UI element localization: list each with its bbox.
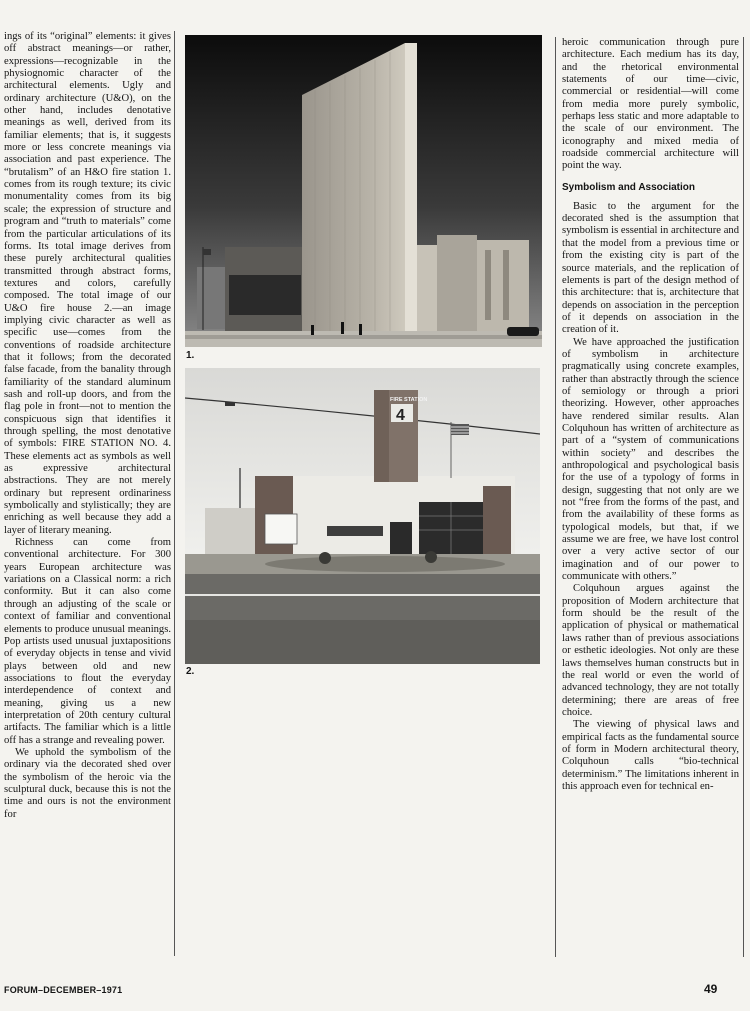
right-paragraph-4: Colquhoun argues against the proposition of Modern architecture that form should be the result of the application of physical or mathematical laws rather than of previous associations or esthetic ideologies. Not only are these laws themselves human constructs but in the real world or even the world of advanced technology, they are not totally determining; there are areas of free choice. bbox=[562, 583, 739, 718]
page-number: 49 bbox=[704, 982, 718, 996]
left-text-column bbox=[4, 31, 175, 956]
sign-fire-station-text: FIRE STATION bbox=[390, 397, 428, 403]
photo-brutalist-fire-station bbox=[185, 35, 542, 347]
left-paragraph-1: ings of its “original” elements: it gives off abstract meanings—or rather, expressions—recognizable in the physiognomic character of the architectural elements. Ugly and ordinary architecture (U&O), on the other hand, includes denotative meanings as well, derived from its familiar elements; that is, it suggests more or less concrete meanings via association and past experience. The “brutalism” of an H&O fire station 1. comes from its rough texture; its civic monumentality comes from its big scale; the expression of structure and program and “truth to materials” come from the particular articulations of its forms. Its total image derives from these purely architectural qualities transmitted through abstract forms, textures and colors, carefully composed. The total image of our U&O fire house 2.—an image implying civic character as well as specific use—comes from the conventions of roadside architecture that it follows; from the decorated false facade, from the banality through familiarity of the standard aluminum sash and roll-up doors, and from the flag pole in front—not to mention the conspicuous sign that identifies it through spelling, the most denotative of symbols: FIRE STATION NO. 4. These elements act as symbols as well as expressive architectural abstractions. They are not merely ordinary but represent ordinariness symbolically and stylistically; they are enriching as well because they add a layer of literary meaning. bbox=[4, 31, 171, 536]
photo2-caption: 2. bbox=[186, 666, 195, 677]
footer-issue-label: FORUM–DECEMBER–1971 bbox=[4, 985, 123, 995]
section-heading: Symbolism and Association bbox=[562, 181, 695, 193]
right-text-column bbox=[555, 37, 744, 957]
left-paragraph-2: Richness can come from conventional architecture. For 300 years European architecture was variations on a Classical norm: a rich conformity. But it can also come through an adjusting of the scale or context of familiar and conventional elements to produce unusual meanings. Pop artists used unusual juxtapositions of everyday objects in tense and vivid plays between old and new associations to flout the everyday interdependence of context and meaning, giving us a new interpretation of 20th century cultural artifacts. The familiar which is a little off has a strange and revealing power. bbox=[4, 537, 171, 746]
right-paragraph-5: The viewing of physical laws and empirical facts as the fundamental source of form in Modern architectural theory, Colquhoun calls “bio-technical determinism.” The limitations inherent in this approach even for technical en- bbox=[562, 719, 739, 792]
right-paragraph-2: Basic to the argument for the decorated shed is the assumption that symbolism is essential in architecture and that the model from a previous time or from the existing city is part of the source materials, and the replication of elements is part of the design method of this architecture: that is, architecture that depends on association in the perception of it depends on association in the creation of it. bbox=[562, 200, 739, 336]
sign-station-number: 4 bbox=[396, 407, 405, 424]
right-paragraph-1: heroic communication through pure architecture. Each medium has its day, and the rhetorical environmental statements of our time—civic, commercial or residential—will come from media more purely symbolic, perhaps less static and more adaptable to the scale of our environment. The iconography and mixed media of roadside commercial architecture will point the way. bbox=[562, 37, 739, 172]
left-paragraph-3: We uphold the symbolism of the ordinary via the decorated shed over the symbolism of the heroic via the sculptural duck, because this is not the time and ours is not the environment for bbox=[4, 746, 171, 820]
photo-ordinary-fire-station bbox=[185, 368, 540, 664]
right-paragraph-3: We have approached the justification of symbolism in architecture pragmatically using concrete examples, rather than abstractly through the science of semiology or through a priori theorizing. However, other approaches have rendered similar results. Alan Colquhoun has written of architecture as part of a “system of communications within society” and describes the anthropological and psychological basis for the use of a typology of forms in design, suggesting that not only are we not “free from the forms of the past, and from the availability of these forms as typological models, but that, if we assume we are free, we have lost control over a very active sector of our imagination and of our power to communicate with others.” bbox=[562, 336, 739, 583]
photo1-caption: 1. bbox=[186, 350, 195, 361]
